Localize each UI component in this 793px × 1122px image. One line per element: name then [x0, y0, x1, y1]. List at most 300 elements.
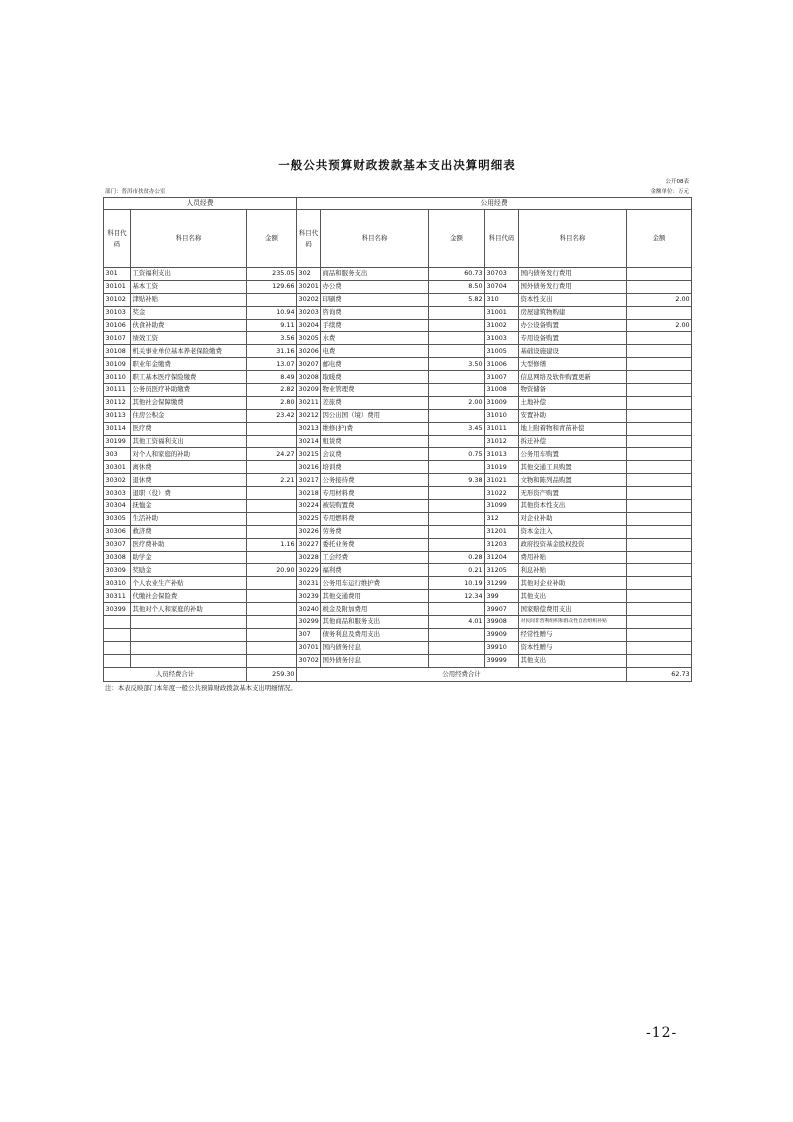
table-row — [104, 319, 692, 332]
cell-name3: 公务用车购置 — [519, 448, 627, 461]
cell-code3: 39999 — [485, 654, 519, 667]
cell-code: 30309 — [104, 564, 131, 577]
cell-name: 职业年金缴费 — [131, 358, 247, 371]
cell-code: 30106 — [104, 319, 131, 332]
cell-name: 工资福利支出 — [131, 268, 247, 281]
cell-code2: 30211 — [297, 396, 321, 409]
cell-code2: 30204 — [297, 319, 321, 332]
cell-code: 30305 — [104, 512, 131, 525]
cell-name3: 房屋建筑物购建 — [519, 306, 627, 319]
cell-name3: 费用补贴 — [519, 551, 627, 564]
cell-name: 奖励金 — [131, 564, 247, 577]
cell-amount2 — [429, 371, 485, 384]
cell-amount2: 0.75 — [429, 448, 485, 461]
cell-code: 30302 — [104, 474, 131, 487]
cell-name3: 地上附着物和青苗补偿 — [519, 422, 627, 435]
cell-name2: 专用燃料费 — [321, 512, 429, 525]
cell-code: 30399 — [104, 603, 131, 616]
cell-code3: 31022 — [485, 487, 519, 500]
cell-name: 个人农业生产补贴 — [131, 577, 247, 590]
cell-name: 职工基本医疗保险缴费 — [131, 371, 247, 384]
cell-name2: 物业管理费 — [321, 384, 429, 397]
cell-amount2: 4.01 — [429, 616, 485, 629]
cell-name3: 国外债务发行费用 — [519, 280, 627, 293]
cell-name — [131, 641, 247, 654]
cell-amount2: 3.50 — [429, 358, 485, 371]
cell-amount — [247, 616, 297, 629]
cell-code3: 31002 — [485, 319, 519, 332]
cell-code3: 399 — [485, 590, 519, 603]
cell-amount3 — [627, 268, 692, 281]
page-number: -12- — [646, 1025, 678, 1041]
cell-code: 30101 — [104, 280, 131, 293]
cell-name2: 咨询费 — [321, 306, 429, 319]
cell-name: 津贴补贴 — [131, 293, 247, 306]
cell-code3: 31019 — [485, 461, 519, 474]
cell-amount3 — [627, 306, 692, 319]
cell-code2: 30702 — [297, 654, 321, 667]
cell-code2: 30213 — [297, 422, 321, 435]
cell-code2: 30228 — [297, 551, 321, 564]
cell-name2: 电费 — [321, 345, 429, 358]
cell-name3: 其他支出 — [519, 590, 627, 603]
cell-amount — [247, 654, 297, 667]
cell-name3: 政府投资基金股权投资 — [519, 538, 627, 551]
header-code: 科目代码 — [104, 210, 131, 268]
cell-code: 30110 — [104, 371, 131, 384]
cell-code2: 30701 — [297, 641, 321, 654]
cell-code2: 30225 — [297, 512, 321, 525]
cell-amount — [247, 525, 297, 538]
cell-amount3 — [627, 371, 692, 384]
cell-amount: 129.66 — [247, 280, 297, 293]
table-row — [104, 500, 692, 513]
cell-amount2 — [429, 525, 485, 538]
group-public: 公用经费 — [297, 198, 692, 210]
cell-amount — [247, 551, 297, 564]
cell-name2: 公务用车运行维护费 — [321, 577, 429, 590]
cell-amount3 — [627, 461, 692, 474]
cell-amount3 — [627, 590, 692, 603]
cell-name2: 取暖费 — [321, 371, 429, 384]
cell-name: 助学金 — [131, 551, 247, 564]
cell-name: 公务员医疗补助缴费 — [131, 384, 247, 397]
table-row — [104, 396, 692, 409]
cell-code: 30308 — [104, 551, 131, 564]
table-row — [104, 306, 692, 319]
cell-code: 303 — [104, 448, 131, 461]
cell-code3: 39907 — [485, 603, 519, 616]
cell-code: 30113 — [104, 409, 131, 422]
table-row — [104, 603, 692, 616]
cell-code2: 30240 — [297, 603, 321, 616]
cell-code — [104, 616, 131, 629]
cell-amount2: 0.21 — [429, 564, 485, 577]
public-total-value: 62.73 — [627, 667, 692, 681]
cell-code2: 30299 — [297, 616, 321, 629]
cell-amount2: 12.34 — [429, 590, 485, 603]
cell-amount3 — [627, 487, 692, 500]
cell-code3: 39909 — [485, 628, 519, 641]
cell-name: 代缴社会保险费 — [131, 590, 247, 603]
cell-amount2 — [429, 512, 485, 525]
totals-row — [104, 667, 692, 681]
cell-name3: 文物和陈列品购置 — [519, 474, 627, 487]
cell-code2: 30201 — [297, 280, 321, 293]
cell-name — [131, 628, 247, 641]
table-row — [104, 551, 692, 564]
cell-name2: 维修(护)费 — [321, 422, 429, 435]
cell-code3: 30704 — [485, 280, 519, 293]
cell-code: 30311 — [104, 590, 131, 603]
cell-code2: 30239 — [297, 590, 321, 603]
cell-amount2 — [429, 409, 485, 422]
cell-amount2 — [429, 487, 485, 500]
cell-amount: 2.82 — [247, 384, 297, 397]
cell-name2: 手续费 — [321, 319, 429, 332]
cell-amount — [247, 603, 297, 616]
header-name3: 科目名称 — [519, 210, 627, 268]
cell-name2: 劳务费 — [321, 525, 429, 538]
table-row — [104, 654, 692, 667]
cell-amount — [247, 590, 297, 603]
cell-amount: 10.94 — [247, 306, 297, 319]
cell-code3: 312 — [485, 512, 519, 525]
cell-amount3 — [627, 551, 692, 564]
cell-name2: 办公费 — [321, 280, 429, 293]
cell-amount3 — [627, 345, 692, 358]
cell-code2: 30209 — [297, 384, 321, 397]
cell-amount2 — [429, 461, 485, 474]
cell-name — [131, 616, 247, 629]
cell-name3: 国内债务发行费用 — [519, 268, 627, 281]
expenditure-table — [103, 197, 692, 682]
table-row — [104, 628, 692, 641]
cell-name: 绩效工资 — [131, 332, 247, 345]
cell-amount2: 10.19 — [429, 577, 485, 590]
cell-code: 30109 — [104, 358, 131, 371]
public-total-label: 公用经费合计 — [297, 667, 627, 681]
cell-amount: 13.07 — [247, 358, 297, 371]
cell-name3: 其他交通工具购置 — [519, 461, 627, 474]
cell-code2: 30227 — [297, 538, 321, 551]
cell-name: 离休费 — [131, 461, 247, 474]
cell-name2: 工会经费 — [321, 551, 429, 564]
cell-name2: 其他交通费用 — [321, 590, 429, 603]
cell-name3: 无形资产购置 — [519, 487, 627, 500]
cell-code3: 31010 — [485, 409, 519, 422]
cell-code2: 30206 — [297, 345, 321, 358]
cell-amount2: 8.50 — [429, 280, 485, 293]
cell-amount — [247, 577, 297, 590]
table-row — [104, 268, 692, 281]
cell-code2: 30214 — [297, 435, 321, 448]
cell-name3: 专用设备购置 — [519, 332, 627, 345]
cell-name3: 其他资本性支出 — [519, 500, 627, 513]
cell-name3: 其他对企业补助 — [519, 577, 627, 590]
table-row — [104, 512, 692, 525]
cell-amount2 — [429, 384, 485, 397]
cell-name3: 资本金注入 — [519, 525, 627, 538]
cell-name2: 被装购置费 — [321, 500, 429, 513]
cell-name3: 经常性赠与 — [519, 628, 627, 641]
cell-amount2: 60.73 — [429, 268, 485, 281]
cell-name3: 资本性赠与 — [519, 641, 627, 654]
cell-amount — [247, 293, 297, 306]
table-row — [104, 422, 692, 435]
cell-amount2 — [429, 641, 485, 654]
cell-name: 生活补助 — [131, 512, 247, 525]
cell-name: 其他社会保障缴费 — [131, 396, 247, 409]
cell-code: 30199 — [104, 435, 131, 448]
unit-label: 金额单位：万元 — [650, 189, 689, 195]
cell-name3: 信息网络及软件购置更新 — [519, 371, 627, 384]
cell-code: 30310 — [104, 577, 131, 590]
personnel-total-value: 259.30 — [247, 667, 297, 681]
table-row — [104, 371, 692, 384]
table-row — [104, 293, 692, 306]
cell-name2: 租赁费 — [321, 435, 429, 448]
cell-amount: 2.80 — [247, 396, 297, 409]
cell-amount2: 0.28 — [429, 551, 485, 564]
cell-amount3 — [627, 525, 692, 538]
cell-name3: 基础设施建设 — [519, 345, 627, 358]
table-row — [104, 409, 692, 422]
personnel-total-label: 人员经费合计 — [104, 667, 247, 681]
cell-code2: 30224 — [297, 500, 321, 513]
cell-amount: 31.16 — [247, 345, 297, 358]
cell-amount3 — [627, 512, 692, 525]
header-amount3: 金额 — [627, 210, 692, 268]
cell-code: 30111 — [104, 384, 131, 397]
cell-amount: 1.16 — [247, 538, 297, 551]
cell-amount3: 2.00 — [627, 319, 692, 332]
cell-amount — [247, 500, 297, 513]
cell-amount: 235.05 — [247, 268, 297, 281]
cell-code: 30304 — [104, 500, 131, 513]
cell-code2: 30212 — [297, 409, 321, 422]
table-row — [104, 332, 692, 345]
cell-name3: 土地补偿 — [519, 396, 627, 409]
cell-code: 30107 — [104, 332, 131, 345]
cell-name: 其他工资福利支出 — [131, 435, 247, 448]
cell-name2: 其他商品和服务支出 — [321, 616, 429, 629]
group-header-row — [104, 198, 692, 210]
cell-amount2 — [429, 345, 485, 358]
cell-name: 退职（役）费 — [131, 487, 247, 500]
cell-amount: 20.90 — [247, 564, 297, 577]
cell-amount3 — [627, 474, 692, 487]
table-row — [104, 345, 692, 358]
table-code-row — [103, 177, 691, 187]
cell-code3: 31203 — [485, 538, 519, 551]
table-body — [104, 268, 692, 668]
cell-name2: 税金及附加费用 — [321, 603, 429, 616]
cell-name: 基本工资 — [131, 280, 247, 293]
cell-code3: 31011 — [485, 422, 519, 435]
cell-amount — [247, 422, 297, 435]
cell-code — [104, 628, 131, 641]
cell-name3: 资本性支出 — [519, 293, 627, 306]
cell-name: 医疗费 — [131, 422, 247, 435]
cell-name2: 委托业务费 — [321, 538, 429, 551]
department-label: 部门：普洱市扶贫办公室 — [105, 189, 166, 195]
cell-name3: 利息补贴 — [519, 564, 627, 577]
cell-code2: 307 — [297, 628, 321, 641]
cell-code3: 31205 — [485, 564, 519, 577]
cell-amount2: 2.00 — [429, 396, 485, 409]
table-title: 一般公共预算财政拨款基本支出决算明细表 — [278, 158, 516, 172]
cell-name3: 对民间非营利组织和群众性自治组织补贴 — [519, 616, 627, 629]
table-row — [104, 641, 692, 654]
header-amount2: 金额 — [429, 210, 485, 268]
cell-name2: 专用材料费 — [321, 487, 429, 500]
cell-code: 30102 — [104, 293, 131, 306]
cell-name3: 对企业补助 — [519, 512, 627, 525]
cell-name: 退休费 — [131, 474, 247, 487]
header-name2: 科目名称 — [321, 210, 429, 268]
cell-code3: 31005 — [485, 345, 519, 358]
cell-amount3 — [627, 358, 692, 371]
header-name: 科目名称 — [131, 210, 247, 268]
cell-name2: 邮电费 — [321, 358, 429, 371]
cell-code2: 30208 — [297, 371, 321, 384]
cell-amount2 — [429, 538, 485, 551]
table-row — [104, 564, 692, 577]
header-code2: 科目代码 — [297, 210, 321, 268]
cell-name: 抚恤金 — [131, 500, 247, 513]
cell-name: 机关事业单位基本养老保险缴费 — [131, 345, 247, 358]
table-row — [104, 280, 692, 293]
cell-amount2 — [429, 628, 485, 641]
cell-amount3 — [627, 435, 692, 448]
table-row — [104, 487, 692, 500]
table-note: 注：本表反映部门本年度一般公共预算财政拨款基本支出明细情况。 — [105, 683, 297, 692]
cell-code3: 31012 — [485, 435, 519, 448]
table-code: 公开08表 — [665, 179, 689, 185]
cell-amount3 — [627, 654, 692, 667]
header-amount: 金额 — [247, 210, 297, 268]
cell-name: 伙食补助费 — [131, 319, 247, 332]
cell-name: 住房公积金 — [131, 409, 247, 422]
cell-name2: 国内债务付息 — [321, 641, 429, 654]
table-row — [104, 384, 692, 397]
cell-code3: 31001 — [485, 306, 519, 319]
cell-amount3 — [627, 641, 692, 654]
cell-amount3 — [627, 396, 692, 409]
cell-code3: 31013 — [485, 448, 519, 461]
cell-code: 30112 — [104, 396, 131, 409]
cell-code2: 30218 — [297, 487, 321, 500]
cell-code2: 30231 — [297, 577, 321, 590]
cell-name: 医疗费补助 — [131, 538, 247, 551]
cell-code3: 39910 — [485, 641, 519, 654]
cell-name3: 其他支出 — [519, 654, 627, 667]
cell-code: 301 — [104, 268, 131, 281]
table-row — [104, 435, 692, 448]
department-row — [103, 187, 691, 197]
cell-amount3: 2.00 — [627, 293, 692, 306]
cell-code: 30306 — [104, 525, 131, 538]
cell-name: 救济费 — [131, 525, 247, 538]
cell-code3: 39908 — [485, 616, 519, 629]
cell-name2: 福利费 — [321, 564, 429, 577]
cell-code2: 30217 — [297, 474, 321, 487]
cell-amount — [247, 487, 297, 500]
cell-amount: 9.11 — [247, 319, 297, 332]
cell-code2: 30205 — [297, 332, 321, 345]
cell-code — [104, 641, 131, 654]
cell-amount2 — [429, 500, 485, 513]
cell-name2: 因公出国（境）费用 — [321, 409, 429, 422]
cell-amount2 — [429, 332, 485, 345]
cell-code2: 30203 — [297, 306, 321, 319]
table-row — [104, 474, 692, 487]
cell-code3: 310 — [485, 293, 519, 306]
cell-amount3 — [627, 332, 692, 345]
table-row — [104, 590, 692, 603]
cell-name3: 物资储备 — [519, 384, 627, 397]
cell-amount3 — [627, 616, 692, 629]
column-header-row — [104, 210, 692, 268]
cell-name: 其他对个人和家庭的补助 — [131, 603, 247, 616]
cell-name2: 印刷费 — [321, 293, 429, 306]
cell-code3: 30703 — [485, 268, 519, 281]
cell-name2: 国外债务付息 — [321, 654, 429, 667]
table-row — [104, 577, 692, 590]
cell-amount2: 5.82 — [429, 293, 485, 306]
cell-code3: 31003 — [485, 332, 519, 345]
cell-code2: 30202 — [297, 293, 321, 306]
cell-code2: 30229 — [297, 564, 321, 577]
cell-amount3 — [627, 448, 692, 461]
cell-code2: 30207 — [297, 358, 321, 371]
table-row — [104, 358, 692, 371]
cell-amount2: 3.45 — [429, 422, 485, 435]
cell-name2: 水费 — [321, 332, 429, 345]
cell-name3: 办公设备购置 — [519, 319, 627, 332]
cell-code: 30103 — [104, 306, 131, 319]
cell-name2: 公务接待费 — [321, 474, 429, 487]
cell-amount3 — [627, 500, 692, 513]
cell-code3: 31006 — [485, 358, 519, 371]
cell-code3: 31008 — [485, 384, 519, 397]
table-row — [104, 448, 692, 461]
cell-amount: 2.21 — [247, 474, 297, 487]
cell-amount3 — [627, 422, 692, 435]
cell-amount: 3.56 — [247, 332, 297, 345]
cell-amount2: 9.38 — [429, 474, 485, 487]
cell-name3: 拆迁补偿 — [519, 435, 627, 448]
cell-amount3 — [627, 628, 692, 641]
cell-amount2 — [429, 306, 485, 319]
cell-name3: 国家赔偿费用支出 — [519, 603, 627, 616]
table-row — [104, 616, 692, 629]
cell-code: 30301 — [104, 461, 131, 474]
cell-code: 30108 — [104, 345, 131, 358]
cell-name2: 商品和服务支出 — [321, 268, 429, 281]
table-row — [104, 525, 692, 538]
cell-name2: 培训费 — [321, 461, 429, 474]
report-sheet — [103, 153, 691, 694]
cell-amount3 — [627, 603, 692, 616]
cell-code3: 31201 — [485, 525, 519, 538]
cell-code3: 31007 — [485, 371, 519, 384]
cell-amount — [247, 435, 297, 448]
cell-code3: 31009 — [485, 396, 519, 409]
cell-code2: 30226 — [297, 525, 321, 538]
cell-name2: 差旅费 — [321, 396, 429, 409]
